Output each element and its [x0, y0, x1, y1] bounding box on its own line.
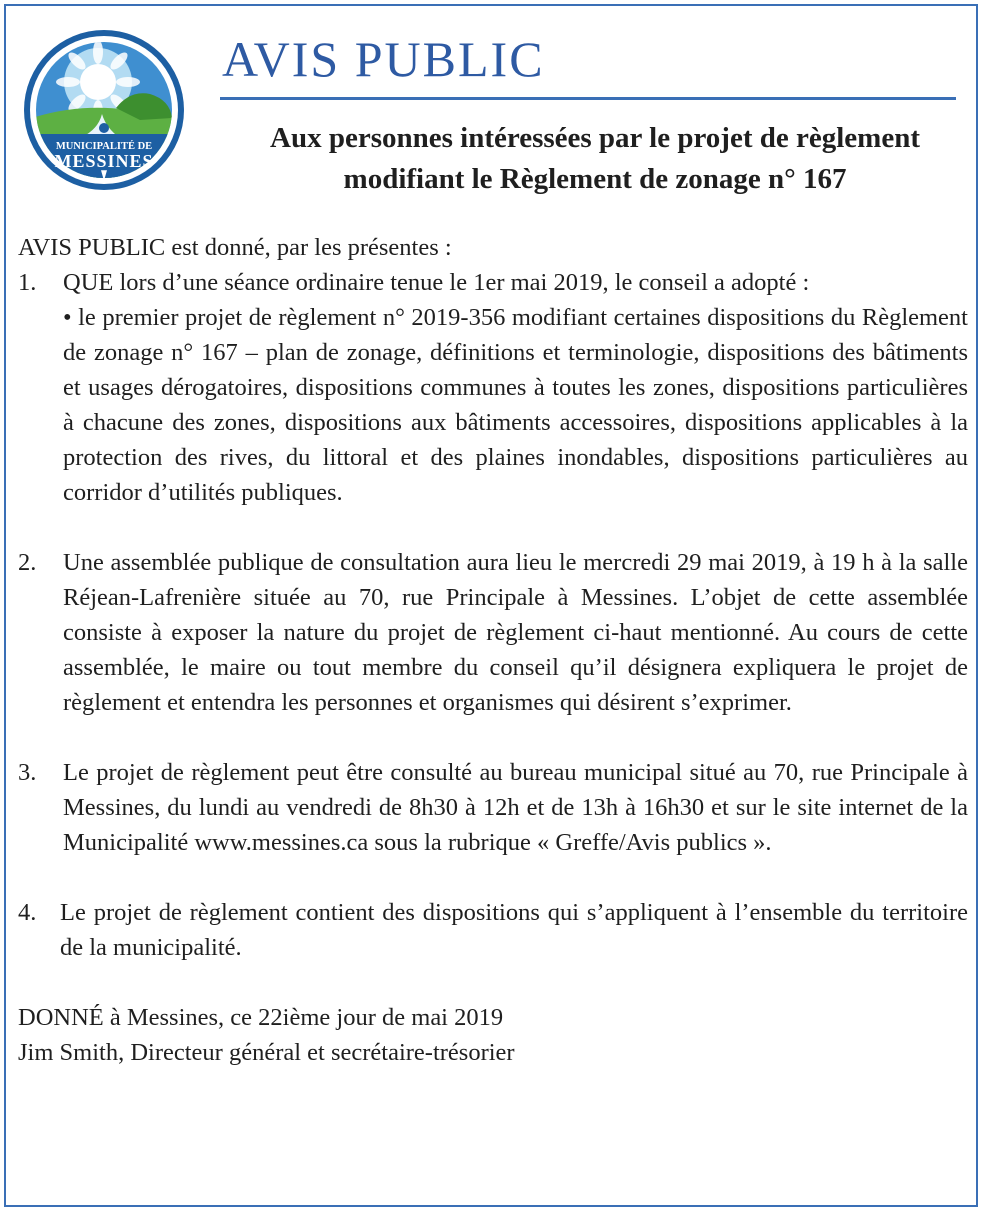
subtitle-line-2: modifiant le Règlement de zonage n° 167: [343, 163, 847, 195]
given-date-line: DONNÉ à Messines, ce 22ième jour de mai 2019: [18, 1004, 504, 1031]
notice-subtitle: [224, 118, 966, 200]
item-bullet-text: • le premier projet de règlement n° 2019-356 modifiant certaines dispositions du Règlement de zonage n° 167 – plan de zonage, définitions et terminologie, dispositions des bâtiments et usages dérogatoires, dispositions communes à toutes les zones, dispositions particulières à chacune des zones, dispositions aux bâtiments accessoires, dispositions applicables à la protection des rives, du littoral et des plaines inondables, dispositions particulières au corridor d’utilités publiques.: [63, 304, 968, 506]
title-underline: [220, 97, 956, 100]
page-title: AVIS PUBLIC: [222, 31, 545, 87]
item-text: Le projet de règlement contient des dispositions qui s’appliquent à l’ensemble du territoire de la municipalité.: [60, 899, 968, 961]
municipality-logo: [20, 30, 188, 190]
signature-line: Jim Smith, Directeur général et secrétaire-trésorier: [18, 1039, 515, 1066]
intro-line: AVIS PUBLIC est donné, par les présentes :: [18, 234, 452, 261]
logo-text-messines: MESSINES: [54, 151, 154, 171]
item-text: Le projet de règlement peut être consulté au bureau municipal situé au 70, rue Principale à Messines, du lundi au vendredi de 8h30 à 12h et de 13h à 16h30 et sur le site internet de la Municipalité www.messines.ca sous la rubrique « Greffe/Avis publics ».: [63, 759, 968, 856]
item-number: 3.: [18, 759, 37, 786]
item-number: 4.: [18, 899, 37, 926]
list-item-1: [18, 265, 968, 510]
list-item-3: [18, 755, 968, 860]
notice-body: [18, 230, 968, 1070]
item-number: 1.: [18, 269, 37, 296]
item-number: 2.: [18, 549, 37, 576]
logo-text-municipalite: MUNICIPALITÉ DE: [55, 141, 153, 152]
list-item-4: [18, 895, 968, 965]
subtitle-line-1: Aux personnes intéressées par le projet de règlement: [270, 122, 920, 154]
item-text: QUE lors d’une séance ordinaire tenue le 1er mai 2019, le conseil a adopté :: [63, 269, 810, 296]
item-text: Une assemblée publique de consultation aura lieu le mercredi 29 mai 2019, à 19 h à la salle Réjean-Lafrenière située au 70, rue Principale à Messines. L’objet de cette assemblée consiste à exposer la nature du projet de règlement ci-haut mentionné. Au cours de cette assemblée, le maire ou tout membre du conseil qu’il désignera expliquera le projet de règlement et entendra les personnes et organismes qui désirent s’exprimer.: [63, 549, 968, 716]
list-item-2: [18, 545, 968, 720]
